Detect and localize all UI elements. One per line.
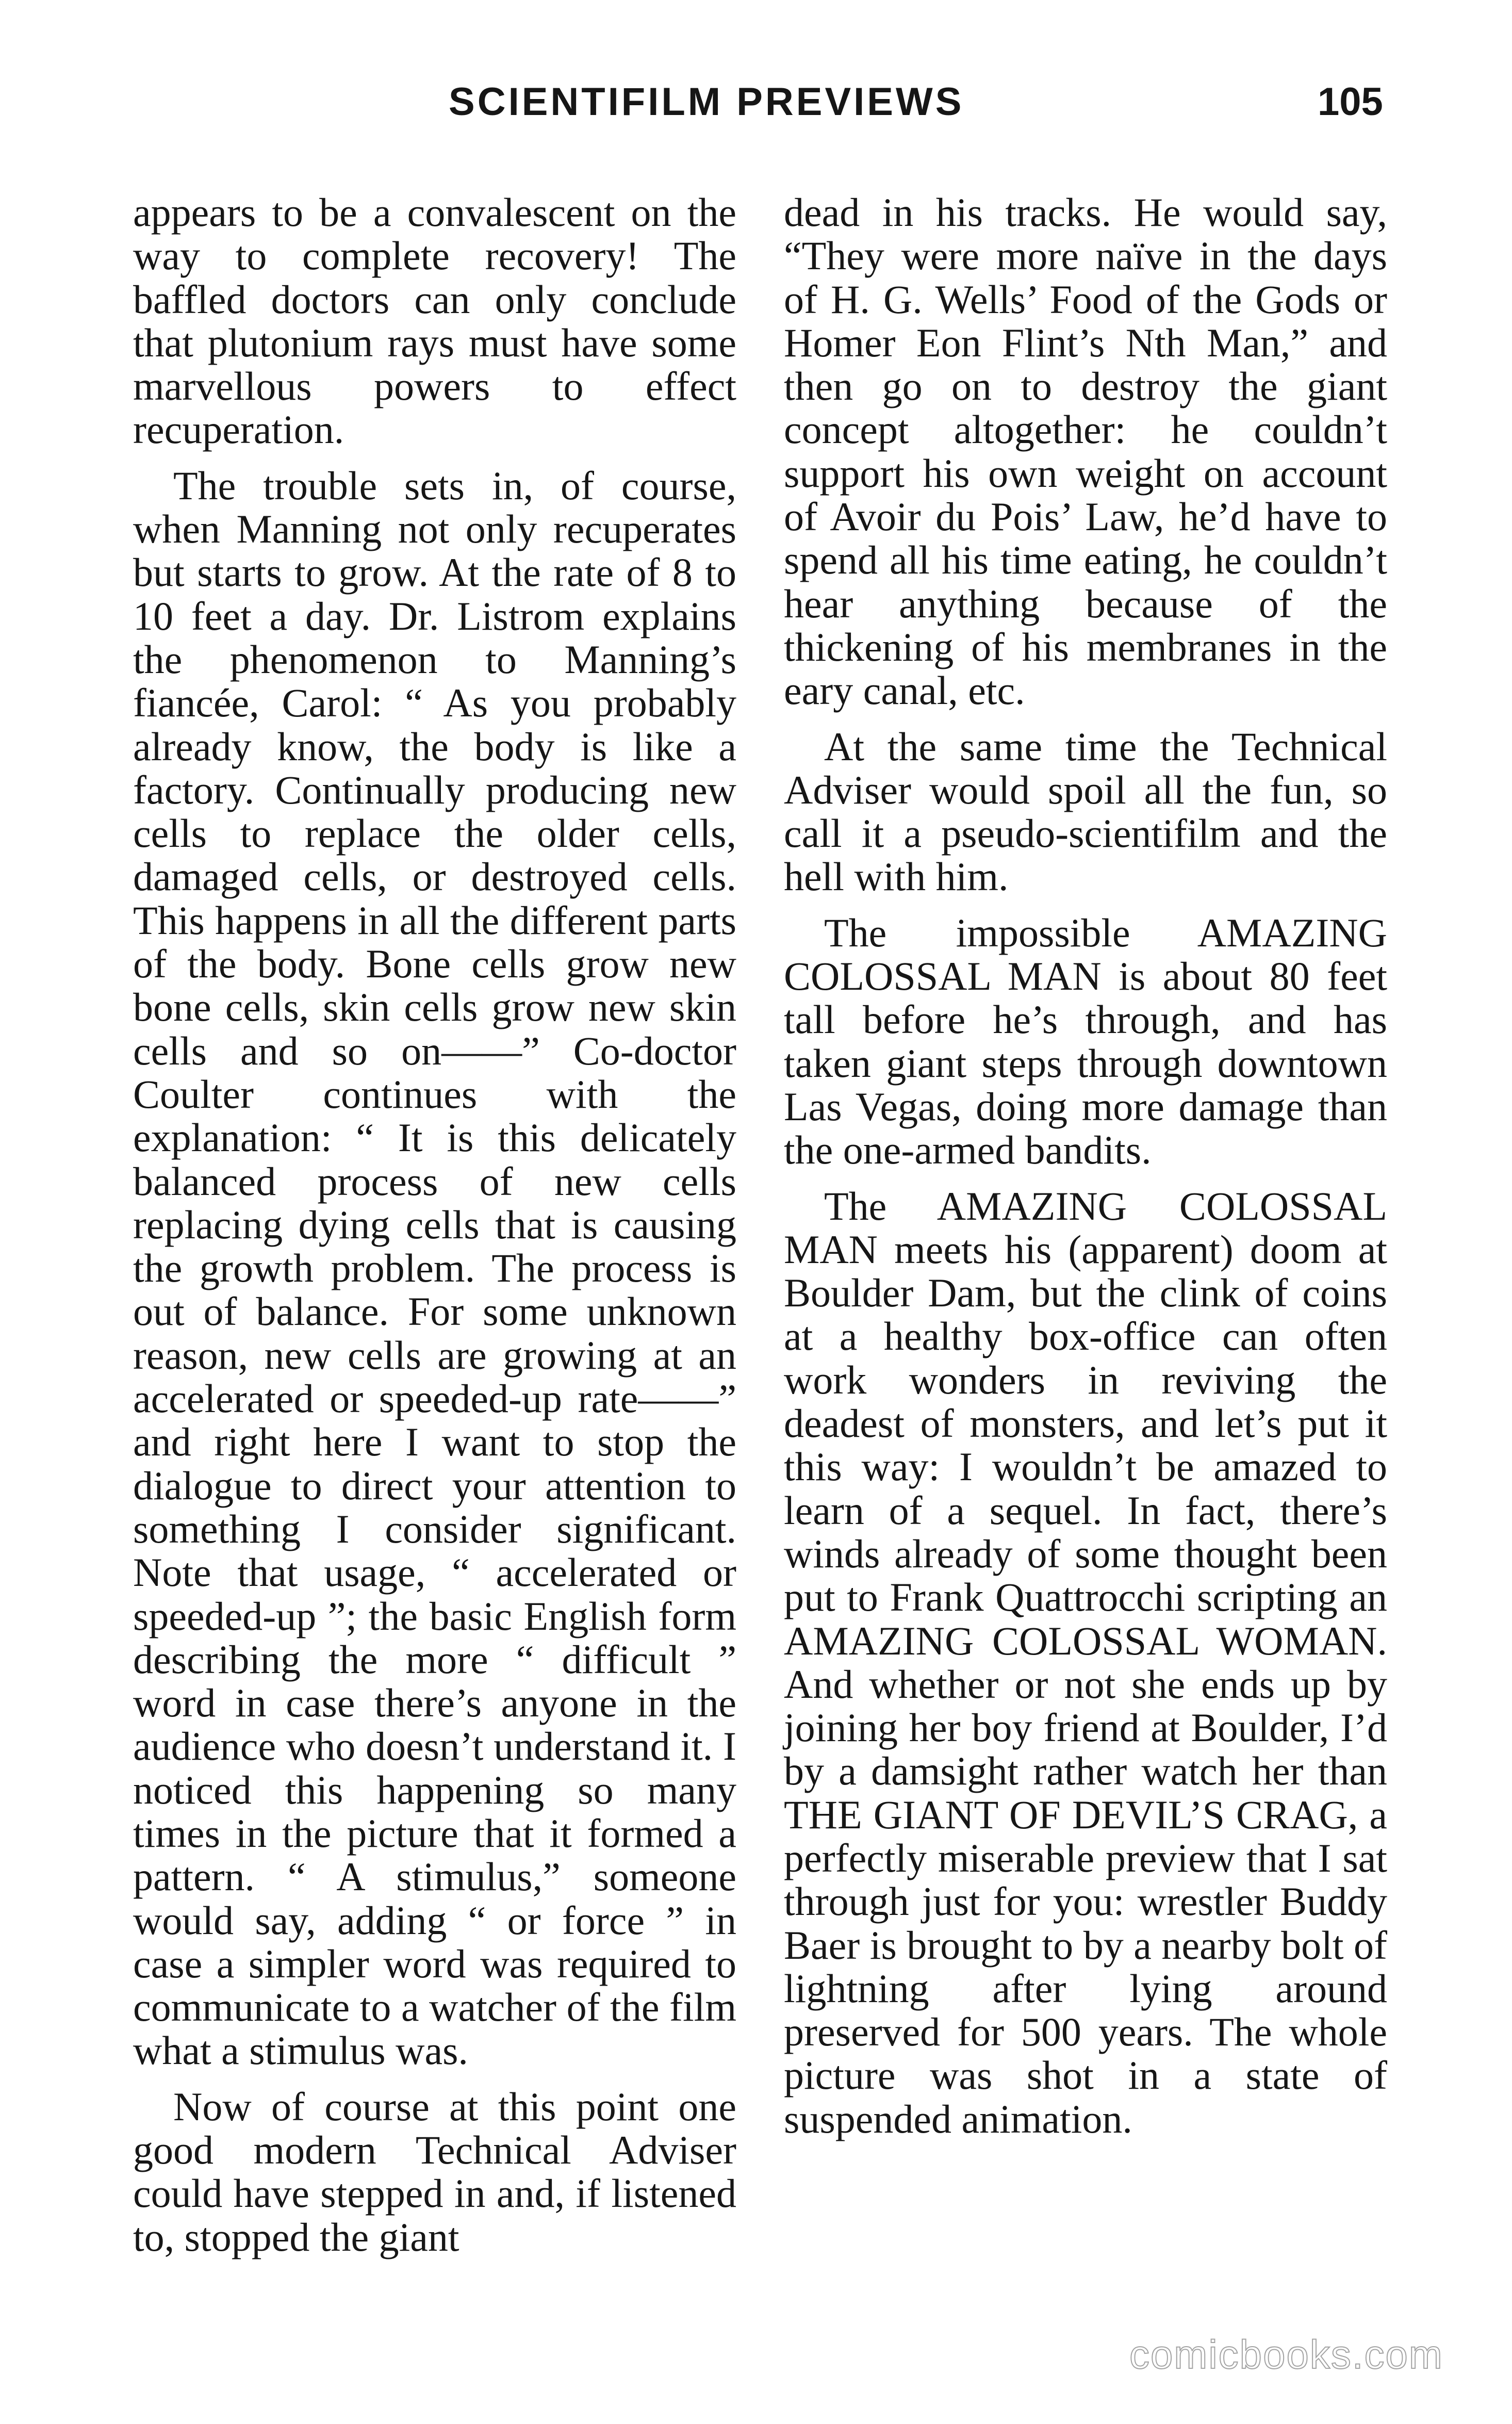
paragraph: dead in his tracks. He would say, “They were more naïve in the days of H. G. Wells’ Food of the Gods or Homer Eon Flint’s Nth Man,” and then go on to destroy the giant concept altogether: he couldn’t support his own weight on account of Avoir du Pois’ Law, he’d have to spend all his time eating, he couldn’t hear anything because of the thickening of his membranes in the eary canal, etc.	[784, 190, 1387, 713]
watermark: comicbooks.com	[1129, 2332, 1443, 2377]
page-number: 105	[1318, 80, 1383, 124]
running-header-title: SCIENTIFILM PREVIEWS	[449, 80, 964, 124]
running-header	[0, 80, 1512, 155]
paragraph: The trouble sets in, of course, when Manning not only recuperates but starts to grow. At the rate of 8 to 10 feet a day. Dr. Listrom explains the phenomenon to Manning’s fiancée, Carol: “ As you probably already know, the body is like a factory. Continually producing new cells to replace the older cells, damaged cells, or destroyed cells. This happens in all the different parts of the body. Bone cells grow new bone cells, skin cells grow new skin cells and so on——” Co-doctor Coulter continues with the explanation: “ It is this delicately balanced process of new cells replacing dying cells that is causing the growth problem. The process is out of balance. For some unknown reason, new cells are growing at an accelerated or speeded-up rate——” and right here I want to stop the dialogue to direct your attention to something I consider significant. Note that usage, “ accelerated or speeded-up ”; the basic English form describing the more “ difficult ” word in case there’s anyone in the audience who doesn’t understand it. I noticed this happening so many times in the picture that it formed a pattern. “ A stimulus,” someone would say, adding “ or force ” in case a simpler word was required to communicate to a watcher of the film what a stimulus was.	[133, 463, 736, 2073]
paragraph: Now of course at this point one good modern Technical Adviser could have stepped in and, if listened to, stopped the giant	[133, 2084, 736, 2259]
right-column	[784, 191, 1387, 2153]
paragraph: The AMAZING COLOSSAL MAN meets his (apparent) doom at Boulder Dam, but the clink of coins at a healthy box-office can often work wonders in reviving the deadest of monsters, and let’s put it this way: I wouldn’t be amazed to learn of a sequel. In fact, there’s winds already of some thought been put to Frank Quattrocchi scripting an AMAZING COLOSSAL WOMAN. And whether or not she ends up by joining her boy friend at Boulder, I’d by a damsight rather watch her than THE GIANT OF DEVIL’S CRAG, a perfectly miserable preview that I sat through just for you: wrestler Buddy Baer is brought to by a nearby bolt of lightning after lying around preserved for 500 years. The whole picture was shot in a state of suspended animation.	[784, 1183, 1387, 2141]
paragraph: The impossible AMAZING COLOSSAL MAN is about 80 feet tall before he’s through, and has taken giant steps through downtown Las Vegas, doing more damage than the one-armed bandits.	[784, 910, 1387, 1173]
paragraph: At the same time the Technical Adviser would spoil all the fun, so call it a pseudo-scientifilm and the hell with him.	[784, 724, 1387, 899]
left-column	[133, 191, 736, 2271]
paragraph: appears to be a convalescent on the way to complete recovery! The baffled doctors can only conclude that plutonium rays must have some marvellous powers to effect recuperation.	[133, 190, 736, 452]
